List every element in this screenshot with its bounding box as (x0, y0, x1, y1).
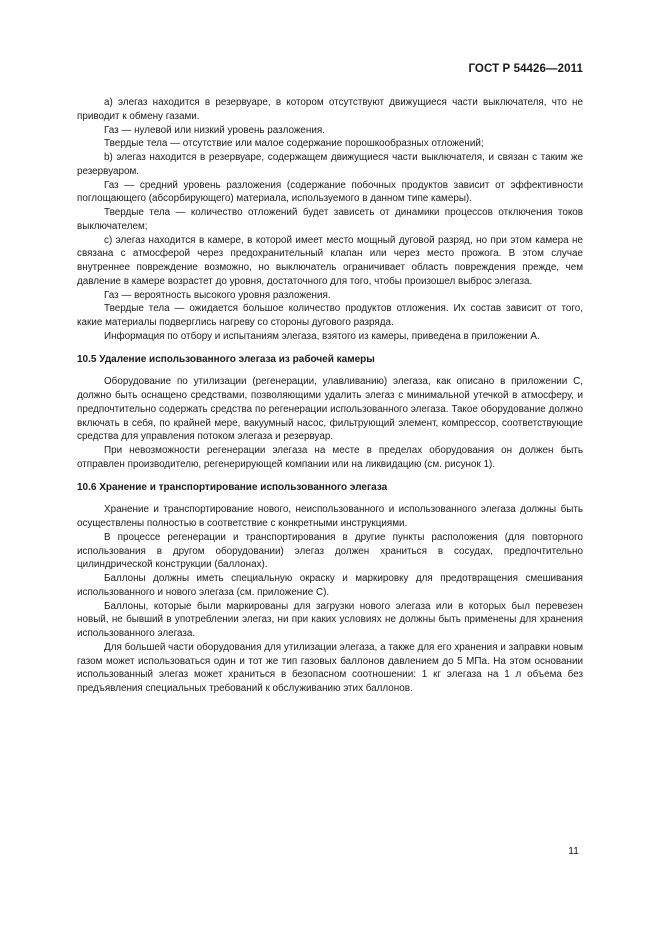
paragraph-solids-b: Твердые тела — количество отложений будет зависеть от динамики процессов отключения токов выключателем; (77, 207, 583, 232)
section-10-6-paragraph: Баллоны должны иметь специальную окраску и маркировку для предотвращения смешивания использованного и нового элегаза (см. приложение С). (77, 573, 583, 598)
paragraph-info-appendix-a: Информация по отбору и испытаниям элегаза, взятого из камеры, приведена в приложении А. (104, 330, 540, 342)
section-10-5-paragraph: Оборудование по утилизации (регенерации, улавливанию) элегаза, как описано в приложении С, должно быть оснащено средствами, позволяющими удалить элегаз с минимальной утечкой в атмосферу, и предпочтительно содержать средства по регенерации использованного элегаза. Такое оборудование должно включать в себя, по крайней мере, вакуумный насос, фильтрующий элемент, компрессор, соответствующие средства для управления потоком элегаза и резервуар. (77, 376, 583, 443)
section-10-6-paragraph: Баллоны, которые были маркированы для загрузки нового элегаза или в которых был перевезен новый, не бывший в употреблении элегаз, ни при каких условиях не должны быть применены для хранения использованного элегаза. (77, 600, 583, 639)
paragraph-solids-c: Твердые тела — ожидается большое количество продуктов отложения. Их состав зависит от того, какие материалы подверглись нагреву со стороны дугового разряда. (77, 303, 583, 328)
section-10-6-paragraph: Для большей части оборудования для утилизации элегаза, а также для его хранения и заправки новым газом может использоваться один и тот же тип газовых баллонов давлением до 5 МПа. На этом основании использованный элегаз может храниться в безопасном соотношении: 1 кг элегаза на 1 л объема без предъявления специальных требований к обслуживанию этих баллонов. (77, 641, 583, 694)
section-10-5-title: 10.5 Удаление использованного элегаза из рабочей камеры (77, 353, 375, 365)
paragraph-solids-a: Твердые тела — отсутствие или малое содержание порошкообразных отложений; (104, 138, 484, 150)
paragraph-gas-c: Газ — вероятность высокого уровня разложения. (104, 289, 331, 301)
paragraph-a: а) элегаз находится в резервуаре, в котором отсутствуют движущиеся части выключателя, что не приводит к обмену газами. (77, 97, 583, 122)
paragraph-b: b) элегаз находится в резервуаре, содержащем движущиеся части выключателя, и связан с таким же резервуаром. (77, 152, 583, 177)
section-10-5-paragraph: При невозможности регенерации элегаза на месте в пределах оборудования он должен быть отправлен производителю, регенерирующей компании или на ликвидацию (см. рисунок 1). (77, 445, 583, 470)
section-10-6-title: 10.6 Хранение и транспортирование использованного элегаза (77, 481, 388, 493)
paragraph-c: с) элегаз находится в камере, в которой имеет место мощный дуговой разряд, но при этом камера не связана с атмосферой через предохранительный клапан или через место прожога. В этом случае внутреннее повреждение возможно, но выключатель ограничивает область повреждения прежде, чем давление в камере возрастет до уровня, достаточного для того, чтобы произошел выброс элегаза. (77, 234, 583, 287)
section-10-6-paragraph: В процессе регенерации и транспортирования в другие пункты расположения (для повторного использования в другом оборудовании) элегаз должен храниться в сосудах, предпочтительно цилиндрической конструкции (баллонах). (77, 531, 583, 571)
page-number: 11 (568, 845, 579, 857)
paragraph-gas-a: Газ — нулевой или низкий уровень разложения. (104, 124, 325, 136)
document-code-header: ГОСТ Р 54426—2011 (468, 63, 583, 75)
section-10-5-heading (77, 353, 583, 367)
section-10-6-paragraph: Хранение и транспортирование нового, неиспользованного и использованного элегаза должны быть осуществлены полностью в соответствие с конкретными инструкциями. (77, 504, 583, 529)
section-10-6-heading (77, 481, 583, 495)
page-content (77, 96, 583, 696)
paragraph-gas-b: Газ — средний уровень разложения (содержание побочных продуктов зависит от эффективности поглощающего (абсорбирующего) материала, используемого в данном типе камеры). (77, 179, 583, 205)
